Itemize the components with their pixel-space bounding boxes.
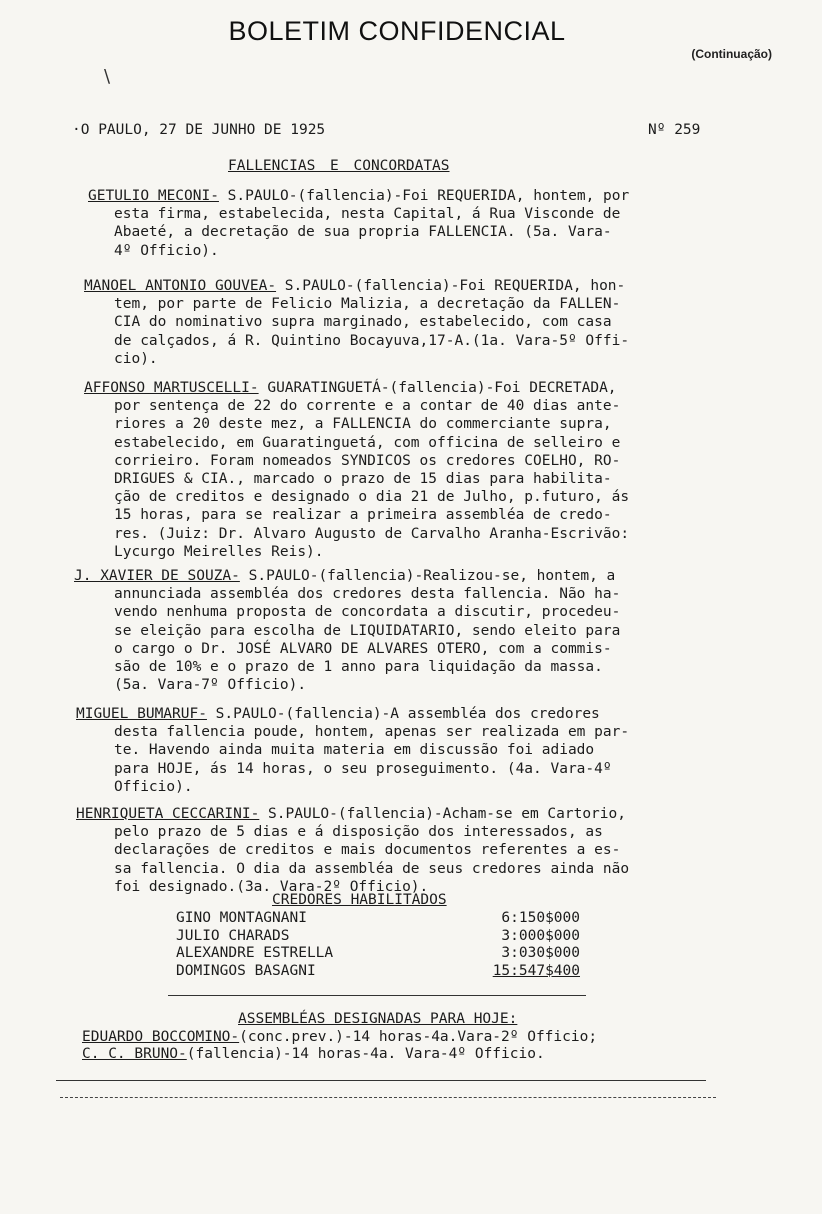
entry-line: sa fallencia. O dia da assembléa de seus credores ainda não xyxy=(114,860,630,877)
bulletin-title: BOLETIM CONFIDENCIAL xyxy=(228,16,566,46)
entry-line: Abaeté, a decretação de sua propria FALLENCIA. (5a. Vara- xyxy=(114,224,612,241)
dateline: ·O PAULO, 27 DE JUNHO DE 1925 xyxy=(72,122,326,138)
assembly-details: (fallencia)-14 horas-4a. Vara-4º Officio. xyxy=(186,1046,545,1062)
entry-line: S.PAULO-(fallencia)-Foi REQUERIDA, hontem, por xyxy=(218,188,630,204)
creditor-name: ALEXANDRE ESTRELLA xyxy=(176,945,334,961)
entry-name: AFFONSO MARTUSCELLI- xyxy=(84,380,259,396)
entry-line: Lycurgo Meirelles Reis). xyxy=(114,543,324,560)
assembly-name: C. C. BRUNO- xyxy=(82,1046,187,1062)
entry-line: tem, por parte de Felicio Malizia, a decretação da FALLEN- xyxy=(114,296,621,313)
assembly-details: (conc.prev.)-14 horas-4a.Vara-2º Officio; xyxy=(239,1029,598,1045)
assemblies-title: ASSEMBLÉAS DESIGNADAS PARA HOJE: xyxy=(238,1011,518,1027)
footer-rule xyxy=(56,1080,706,1081)
entry-line: 4º Officio). xyxy=(114,242,219,259)
assembly-line xyxy=(82,1046,545,1062)
entry-line: S.PAULO-(fallencia)-Realizou-se, hontem, a xyxy=(239,568,616,584)
entry-line: DRIGUES & CIA., marcado o prazo de 15 dias para habilita- xyxy=(114,471,612,487)
entry-line: te. Havendo ainda muita materia em discussão foi adiado xyxy=(114,742,595,759)
stray-mark: \ xyxy=(104,66,111,87)
entry-line: res. (Juiz: Dr. Alvaro Augusto de Carvalho Aranha-Escrivão: xyxy=(114,525,630,542)
entry-line: (5a. Vara-7º Officio). xyxy=(114,677,307,694)
entry-name: HENRIQUETA CECCARINI- xyxy=(76,806,260,822)
entry-line: estabelecido, em Guaratinguetá, com officina de selleiro e xyxy=(114,434,621,451)
entry-name: MANOEL ANTONIO GOUVEA- xyxy=(84,278,277,294)
entry-line: GUARATINGUETÁ-(fallencia)-Foi DECRETADA, xyxy=(258,380,617,396)
entry-line: S.PAULO-(fallencia)-Foi REQUERIDA, hon- xyxy=(276,278,626,294)
assembly-line xyxy=(82,1029,597,1045)
creditor-name: DOMINGOS BASAGNI xyxy=(176,962,316,979)
creditors-title: CREDORES HABILITADOS xyxy=(272,892,447,908)
entry-line: se eleição para escolha de LIQUIDATARIO, sendo eleito para xyxy=(114,622,621,639)
entry-name: GETULIO MECONI- xyxy=(88,188,219,204)
entry-name: MIGUEL BUMARUF- xyxy=(76,706,207,722)
creditor-amount: 3:000$000 xyxy=(501,927,580,944)
entry-line: annunciada assembléa dos credores desta fallencia. Não ha- xyxy=(114,586,621,603)
section-title: FALLENCIAS E CONCORDATAS xyxy=(228,158,450,174)
entry-line: cio). xyxy=(114,350,158,367)
entry-line: por sentença de 22 do corrente e a contar de 40 dias ante- xyxy=(114,398,621,415)
entry-line: esta firma, estabelecida, nesta Capital, á Rua Visconde de xyxy=(114,206,621,223)
entry-line: Officio). xyxy=(114,778,193,795)
creditor-amount: 3:030$000 xyxy=(501,945,580,961)
entry-line: S.PAULO-(fallencia)-Acham-se em Cartorio, xyxy=(259,806,626,822)
entry-line: 15 horas, para se realizar a primeira assembléa de credo- xyxy=(114,507,612,524)
entry-line: foi designado.(3a. Vara-2º Officio). xyxy=(114,878,429,895)
entry-line: corrieiro. Foram nomeados SYNDICOS os credores COELHO, RO- xyxy=(114,452,621,469)
divider-rule xyxy=(168,995,586,996)
entry-line: vendo nenhuma proposta de concordata a discutir, procedeu- xyxy=(114,604,621,621)
entry-line: pelo prazo de 5 dias e á disposição dos interessados, as xyxy=(114,824,603,841)
creditor-amount: 6:150$000 xyxy=(501,910,580,926)
entry-line: declarações de creditos e mais documentos referentes a es- xyxy=(114,842,621,859)
entry-line: ção de creditos e designado o dia 21 de Julho, p.futuro, ás xyxy=(114,489,630,506)
entry-line: são de 10% e o prazo de 1 anno para liquidação da massa. xyxy=(114,659,603,675)
creditor-name: JULIO CHARADS xyxy=(176,927,290,944)
entry-line: CIA do nominativo supra marginado, estabelecido, com casa xyxy=(114,314,612,331)
entry-line: desta fallencia poude, hontem, apenas ser realizada em par- xyxy=(114,724,630,741)
entry-line: para HOJE, ás 14 horas, o seu proseguimento. (4a. Vara-4º xyxy=(114,760,612,777)
bulletin-number: Nº 259 xyxy=(648,122,701,138)
creditor-amount: 15:547$400 xyxy=(492,962,580,979)
entry-line: S.PAULO-(fallencia)-A assembléa dos credores xyxy=(206,706,600,722)
entry-name: J. XAVIER DE SOUZA- xyxy=(74,568,240,584)
entry-line: o cargo o Dr. JOSÉ ALVARO DE ALVARES OTERO, com a commis- xyxy=(114,640,612,657)
continuation-label: (Continuação) xyxy=(691,47,772,61)
entry-line: riores a 20 deste mez, a FALLENCIA do commerciante supra, xyxy=(114,416,612,433)
assembly-name: EDUARDO BOCCOMINO- xyxy=(82,1029,240,1045)
creditor-name: GINO MONTAGNANI xyxy=(176,910,307,926)
entry-line: de calçados, á R. Quintino Bocayuva,17-A.(1a. Vara-5º Offi- xyxy=(114,332,630,349)
footer-dashed-rule xyxy=(60,1097,716,1098)
